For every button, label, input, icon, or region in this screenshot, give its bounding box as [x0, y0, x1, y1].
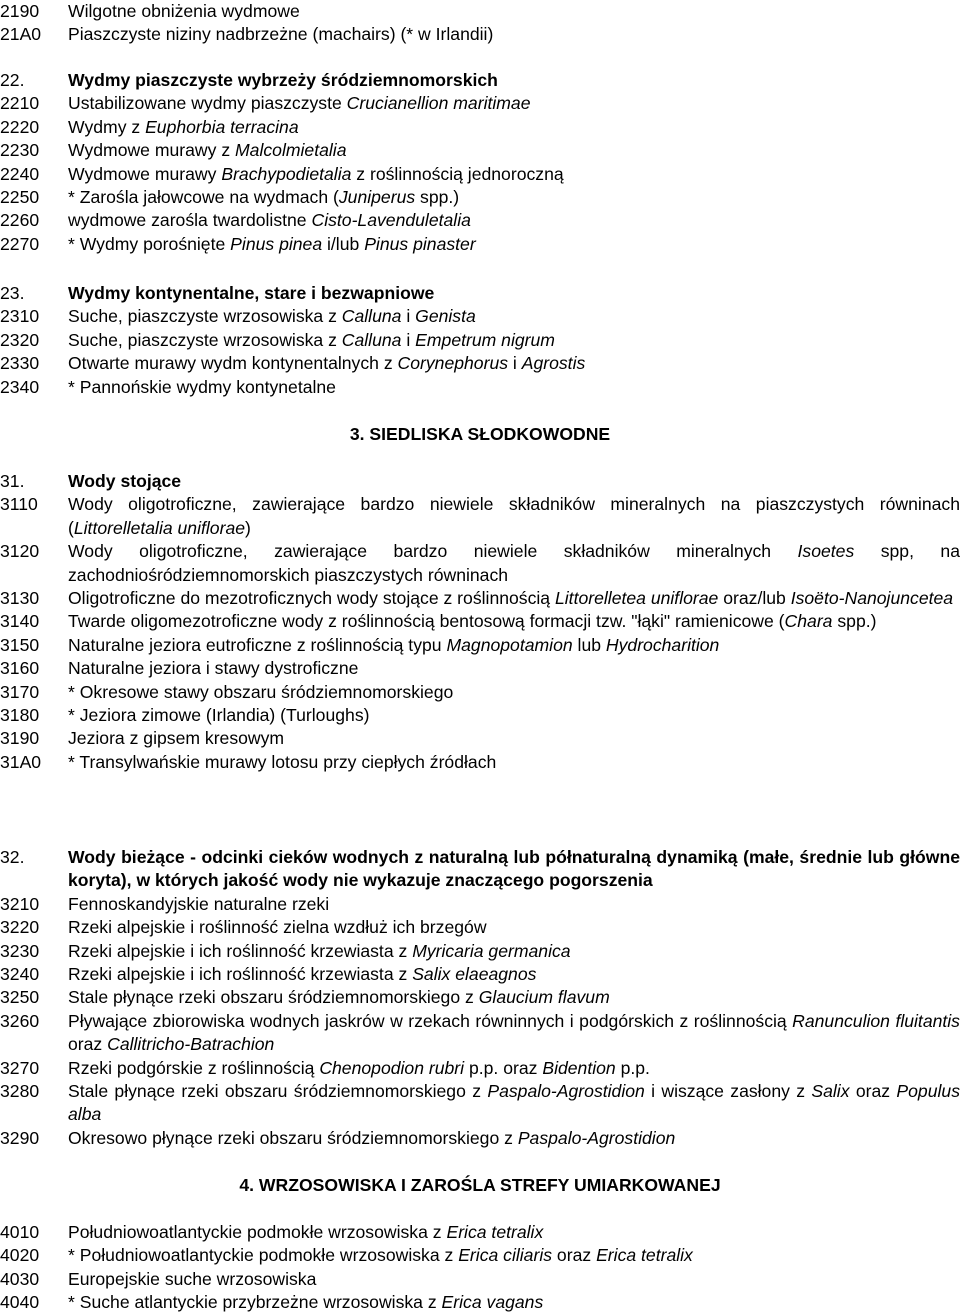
group-title: Wydmy kontynentalne, stare i bezwapniowe: [68, 283, 435, 303]
group-title: Wody bieżące - odcinki cieków wodnych z naturalną lub półnaturalną dynamiką (małe, średnie lub główne koryta), w których jakość wody nie wykazuje znaczącego pogorszenia: [68, 847, 960, 891]
habitat-code: 2230: [0, 140, 40, 161]
habitat-row: [0, 163, 960, 186]
habitat-row: [0, 727, 960, 750]
habitat-name: Twarde oligomezotroficzne wody z roślinnością bentosową formacji tzw. "łąki" ramienicowe (Chara spp.): [68, 611, 877, 632]
habitat-code: 3280: [0, 1081, 40, 1102]
habitat-name: * Wydmy porośnięte Pinus pinea i/lub Pinus pinaster: [68, 233, 476, 254]
habitat-code: 4040: [0, 1292, 40, 1313]
habitat-row: [0, 986, 960, 1009]
habitat-row: [0, 540, 960, 587]
habitat-code: 3240: [0, 964, 40, 985]
group-title: Wody stojące: [68, 471, 182, 491]
habitat-group: [0, 69, 960, 256]
habitat-name: Stale płynące rzeki obszaru śródziemnomorskiego z Glaucium flavum: [68, 987, 610, 1008]
habitat-code: 2240: [0, 163, 40, 184]
group-heading-row: [0, 69, 960, 92]
habitat-name: Wody oligotroficzne, zawierające bardzo niewiele składników mineralnych Isoetes spp, na zachodniośródziemnomorskich piaszczystych równinach: [68, 541, 960, 585]
habitat-code: 22.: [0, 70, 25, 90]
habitat-name: * Jeziora zimowe (Irlandia) (Turloughs): [68, 705, 370, 726]
habitat-code: 2250: [0, 187, 40, 208]
habitat-name: Naturalne jeziora i stawy dystroficzne: [68, 658, 359, 679]
habitat-code: 4030: [0, 1268, 40, 1289]
habitat-name: Oligotroficzne do mezotroficznych wody stojące z roślinnością Littorelletea uniflorae oraz/lub Isoëto-Nanojuncetea: [68, 588, 954, 609]
habitat-name: * Suche atlantyckie przybrzeżne wrzosowiska z Erica vagans: [68, 1292, 544, 1313]
habitat-row: [0, 893, 960, 916]
habitat-row: [0, 587, 960, 610]
habitat-row: [0, 1080, 960, 1127]
habitat-code: 2330: [0, 353, 40, 374]
group-heading-row: [0, 282, 960, 305]
group-heading-row: [0, 470, 960, 493]
habitat-row: [0, 1291, 960, 1314]
habitat-code: 2260: [0, 210, 40, 231]
habitat-code: 3160: [0, 658, 40, 679]
habitat-code: 21A0: [0, 24, 42, 45]
habitat-row: [0, 1268, 960, 1291]
habitat-row: [0, 376, 960, 399]
group-title: Wydmy piaszczyste wybrzeży śródziemnomorskich: [68, 70, 498, 90]
habitat-row: [0, 1057, 960, 1080]
habitat-name: Pływające zbiorowiska wodnych jaskrów w rzekach równinnych i podgórskich z roślinnością Ranunculion fluitantis oraz Callitricho-Batrachion: [68, 1010, 960, 1055]
habitat-name: Fennoskandyjskie naturalne rzeki: [68, 893, 330, 914]
habitat-code: 31.: [0, 471, 25, 491]
habitat-code: 2220: [0, 116, 40, 137]
habitat-name: Ustabilizowane wydmy piaszczyste Crucianellion maritimae: [68, 93, 531, 114]
habitat-group: [0, 1221, 960, 1315]
habitat-code: 3180: [0, 705, 40, 726]
habitat-code: 3190: [0, 728, 40, 749]
habitat-row: [0, 1221, 960, 1244]
section-heading: 4. WRZOSOWISKA I ZAROŚLA STREFY UMIARKOWANEJ: [239, 1175, 721, 1195]
habitat-row: [0, 0, 960, 23]
habitat-code: 3130: [0, 588, 40, 609]
habitat-row: [0, 704, 960, 727]
habitat-code: 3110: [0, 494, 38, 515]
section-heading: 3. SIEDLISKA SŁODKOWODNE: [349, 424, 611, 444]
habitat-code: 3120: [0, 541, 40, 562]
habitat-name: * Okresowe stawy obszaru śródziemnomorskiego: [68, 681, 454, 702]
habitat-name: * Południowoatlantyckie podmokłe wrzosowiska z Erica ciliaris oraz Erica tetralix: [68, 1245, 693, 1266]
group-heading-row: [0, 846, 960, 893]
habitat-code: 3270: [0, 1057, 40, 1078]
habitat-code: 2210: [0, 93, 40, 114]
habitat-row: [0, 305, 960, 328]
habitat-row: [0, 186, 960, 209]
habitat-row: [0, 940, 960, 963]
habitat-group: [0, 846, 960, 1150]
habitat-code: 3290: [0, 1127, 40, 1148]
habitat-name: Wody oligotroficzne, zawierające bardzo niewiele składników mineralnych na piaszczystych równinach (Littorelletalia uniflorae): [68, 494, 960, 538]
habitat-row: [0, 963, 960, 986]
habitat-row: [0, 352, 960, 375]
habitat-name: Rzeki alpejskie i ich roślinność krzewiasta z Myricaria germanica: [68, 940, 571, 961]
habitat-code: 3210: [0, 893, 40, 914]
habitat-row: [0, 116, 960, 139]
habitat-name: Rzeki alpejskie i ich roślinność krzewiasta z Salix elaeagnos: [68, 964, 537, 985]
habitat-group: [0, 470, 960, 774]
habitat-row: [0, 233, 960, 256]
habitat-code: 2190: [0, 1, 40, 21]
habitat-name: Jeziora z gipsem kresowym: [68, 728, 285, 749]
habitat-row: [0, 1010, 960, 1057]
habitat-code: 4020: [0, 1245, 40, 1266]
habitat-name: Naturalne jeziora eutroficzne z roślinnością typu Magnopotamion lub Hydrocharition: [68, 634, 720, 655]
habitat-row: [0, 1244, 960, 1267]
habitat-group: [0, 0, 960, 47]
habitat-code: 2320: [0, 329, 40, 350]
habitat-name: Europejskie suche wrzosowiska: [68, 1268, 317, 1289]
habitat-row: [0, 681, 960, 704]
habitat-name: Piaszczyste niziny nadbrzeżne (machairs) (* w Irlandii): [68, 24, 494, 45]
habitat-name: Otwarte murawy wydm kontynentalnych z Corynephorus i Agrostis: [68, 353, 586, 374]
habitat-code: 3250: [0, 987, 40, 1008]
habitat-code: 2340: [0, 376, 40, 397]
habitat-code: 3230: [0, 940, 40, 961]
habitat-name: Rzeki alpejskie i roślinność zielna wzdłuż ich brzegów: [68, 917, 487, 938]
habitat-row: [0, 657, 960, 680]
habitat-code: 3170: [0, 681, 40, 702]
habitat-name: Wydmowe murawy Brachypodietalia z roślinnością jednoroczną: [68, 163, 564, 184]
habitat-row: [0, 916, 960, 939]
habitat-code: 2310: [0, 306, 40, 327]
habitat-row: [0, 23, 960, 46]
habitat-row: [0, 209, 960, 232]
habitat-name: wydmowe zarośla twardolistne Cisto-Lavenduletalia: [68, 210, 471, 231]
habitat-code: 3220: [0, 917, 40, 938]
habitat-row: [0, 751, 960, 774]
habitat-name: Okresowo płynące rzeki obszaru śródziemnomorskiego z Paspalo-Agrostidion: [68, 1127, 676, 1148]
habitat-code: 3150: [0, 634, 40, 655]
habitat-name: Suche, piaszczyste wrzosowiska z Calluna i Genista: [68, 306, 476, 327]
habitat-code: 3140: [0, 611, 40, 632]
habitat-name: Stale płynące rzeki obszaru śródziemnomorskiego z Paspalo-Agrostidion i wiszące zasłony z Salix oraz Populus alba: [68, 1081, 960, 1125]
habitat-row: [0, 610, 960, 633]
habitat-name: * Transylwańskie murawy lotosu przy ciepłych źródłach: [68, 751, 497, 772]
habitat-row: [0, 1127, 960, 1150]
habitat-row: [0, 329, 960, 352]
habitat-code: 23.: [0, 283, 25, 303]
habitat-code: 3260: [0, 1010, 40, 1031]
habitat-row: [0, 92, 960, 115]
habitat-name: * Zarośla jałowcowe na wydmach (Juniperus spp.): [68, 187, 460, 208]
habitat-name: Wilgotne obniżenia wydmowe: [68, 1, 300, 21]
habitat-code: 2270: [0, 233, 40, 254]
habitat-row: [0, 139, 960, 162]
habitat-row: [0, 493, 960, 540]
habitat-name: Suche, piaszczyste wrzosowiska z Calluna i Empetrum nigrum: [68, 329, 555, 350]
habitat-name: Rzeki podgórskie z roślinnością Chenopodion rubri p.p. oraz Bidention p.p.: [68, 1057, 650, 1078]
habitat-name: Południowoatlantyckie podmokłe wrzosowiska z Erica tetralix: [68, 1222, 544, 1242]
habitat-code: 4010: [0, 1222, 40, 1242]
habitat-code: 32.: [0, 847, 25, 867]
habitat-group: [0, 282, 960, 399]
habitat-code: 31A0: [0, 751, 42, 772]
habitat-name: Wydmowe murawy z Malcolmietalia: [68, 140, 347, 161]
habitat-name: Wydmy z Euphorbia terracina: [68, 116, 299, 137]
habitat-name: * Pannońskie wydmy kontynetalne: [68, 376, 336, 397]
habitat-row: [0, 634, 960, 657]
